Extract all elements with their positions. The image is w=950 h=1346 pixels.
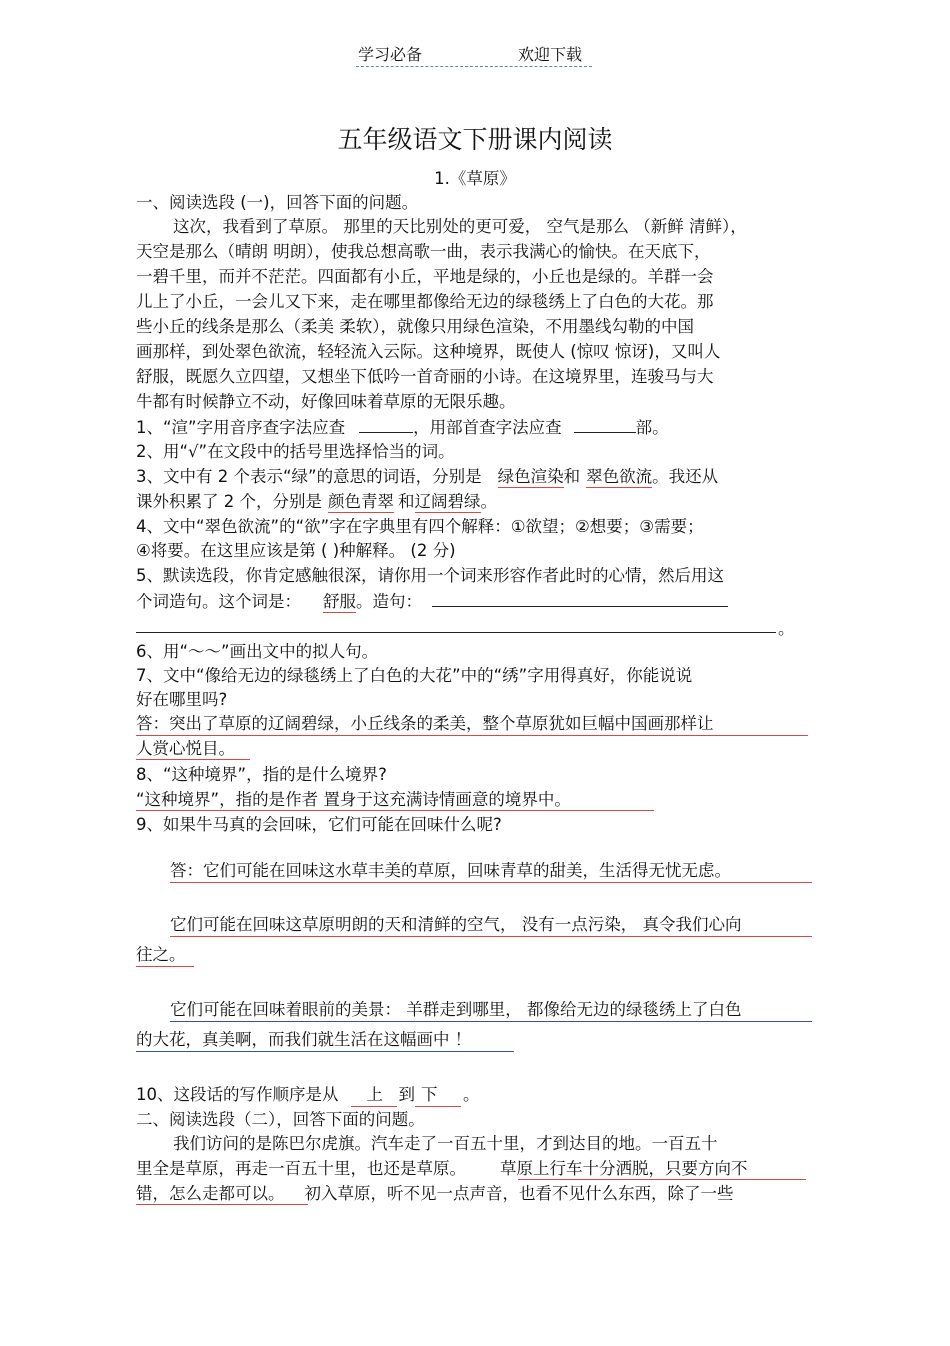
question-6: 6、用“～～”画出文中的拟人句。 <box>136 642 379 661</box>
passage-line: 牛都有时候静立不动，好像回味着草原的无限乐趣。 <box>136 392 516 411</box>
lesson-subtitle: 1.《草原》 <box>434 169 516 188</box>
question-7-cont: 好在哪里吗? <box>136 690 228 709</box>
passage-line: 天空是那么（晴朗 明朗），使我总想高歌一曲，表示我满心的愉快。在天底下， <box>136 242 711 261</box>
answer-underline <box>136 810 654 811</box>
header-right: 欢迎下载 <box>518 45 583 64</box>
page-header <box>356 40 592 67</box>
question-8: 8、“这种境界”，指的是什么境界? <box>136 765 387 784</box>
answer-9: 它们可能在回味着眼前的美景： 羊群走到哪里， 都像给无边的绿毯绣上了白色 <box>170 1000 742 1019</box>
header-left: 学习必备 <box>358 45 423 64</box>
question-3: 3、文中有 2 个表示“绿”的意思的词语，分别是 绿色渲染和 翠色欲流。我还从 <box>136 467 719 486</box>
passage-underline <box>518 1179 806 1180</box>
passage-line: 些小丘的线条是那么（柔美 柔软），就像只用绿色渲染，不用墨线勾勒的中国 <box>136 317 694 336</box>
answer-9-cont: 的大花，真美啊，而我们就生活在这幅画中 ！ <box>136 1030 472 1049</box>
question-7: 7、文中“像给无边的绿毯绣上了白色的大花”中的“绣”字用得真好，你能说说 <box>136 666 693 685</box>
answer-blank[interactable] <box>574 416 636 433</box>
answer-9: 答：它们可能在回味这水草丰美的草原，回味青草的甜美，生活得无忧无虑。 <box>170 861 731 880</box>
question-5-cont: 个词造句。这个词是： 舒服。造句： <box>136 590 728 613</box>
answer-9: 它们可能在回味这草原明朗的天和清鲜的空气， 没有一点污染， 真令我们心向 <box>170 915 742 934</box>
passage-line: 舒服，既愿久立四望，又想坐下低吟一首奇丽的小诗。在这境界里，连骏马与大 <box>136 367 714 386</box>
sentence-blank-line[interactable] <box>136 632 776 633</box>
section1-heading: 一、阅读选段 (一)，回答下面的问题。 <box>136 193 419 212</box>
answer-7-cont: 人赏心悦目。 <box>136 739 235 758</box>
question-3-cont: 课外积累了 2 个，分别是 颜色青翠 和辽阔碧绿。 <box>136 492 497 511</box>
passage-line: 错，怎么走都可以。 初入草原，听不见一点声音，也看不见什么东西，除了一些 <box>136 1184 734 1203</box>
passage-line: 儿上了小丘，一会儿又下来，走在哪里都像给无边的绿毯绣上了白色的大花。那 <box>136 292 714 311</box>
page-title: 五年级语文下册课内阅读 <box>337 125 613 154</box>
answer-underline <box>136 735 808 736</box>
answer-text: 绿色渲染 <box>497 467 564 486</box>
answer-underline <box>136 759 250 760</box>
section2-heading: 二、阅读选段（二），回答下面的问题。 <box>136 1110 425 1129</box>
question-2: 2、用“√”在文段中的括号里选择恰当的词。 <box>136 442 455 461</box>
answer-underline <box>136 966 194 967</box>
question-9: 9、如果牛马真的会回味，它们可能在回味什么呢? <box>136 815 502 834</box>
answer-underline <box>170 1021 812 1022</box>
answer-text: 舒服 <box>323 592 356 611</box>
passage-line: 画那样，到处翠色欲流，轻轻流入云际。这种境界，既使人 (惊叹 惊讶)，又叫人 <box>136 342 721 361</box>
answer-underline <box>170 936 812 937</box>
answer-text: 辽阔碧绿 <box>414 492 481 511</box>
answer-text: 上 <box>351 1084 397 1107</box>
answer-7: 答：突出了草原的辽阔碧绿，小丘线条的柔美，整个草原犹如巨幅中国画那样让 <box>136 714 714 733</box>
answer-text: 颜色青翠 <box>328 492 394 511</box>
passage-line: 我们访问的是陈巴尔虎旗。汽车走了一百五十里，才到达目的地。一百五十 <box>173 1134 718 1153</box>
passage-line: 一碧千里，而并不茫茫。四面都有小丘，平地是绿的，小丘也是绿的。羊群一会 <box>136 267 714 286</box>
answer-blank[interactable] <box>359 416 413 433</box>
answer-underline <box>170 882 812 883</box>
passage-line: 这次，我看到了草原。 那里的天比别处的更可爱， 空气是那么 （新鲜 清鲜）， <box>173 217 747 236</box>
answer-underline <box>136 1051 514 1052</box>
period-mark: 。 <box>778 619 795 638</box>
question-4: 4、文中“翠色欲流”的“欲”字在字典里有四个解释：①欲望；②想要；③需要； <box>136 517 704 536</box>
sentence-blank[interactable] <box>432 590 728 607</box>
answer-text: 下 <box>415 1084 461 1107</box>
answer-text: 翠色欲流 <box>586 467 653 486</box>
answer-9-cont: 往之。 <box>136 945 186 964</box>
question-1: 1、“渲”字用音序查字法应查 ，用部首查字法应查 部。 <box>136 418 669 437</box>
passage-underline <box>136 1204 308 1205</box>
question-10: 10、这段话的写作顺序是从 上 到 下 。 <box>136 1084 480 1107</box>
question-5: 5、默读选段，你肯定感触很深，请你用一个词来形容作者此时的心情，然后用这 <box>136 566 724 585</box>
question-4-cont: ④将要。在这里应该是第 ( )种解释。 (2 分) <box>136 541 456 560</box>
passage-line: 里全是草原，再走一百五十里，也还是草原。 草原上行车十分洒脱，只要方向不 <box>136 1159 748 1178</box>
answer-8: “这种境界”，指的是作者 置身于这充满诗情画意的境界中。 <box>136 790 571 809</box>
